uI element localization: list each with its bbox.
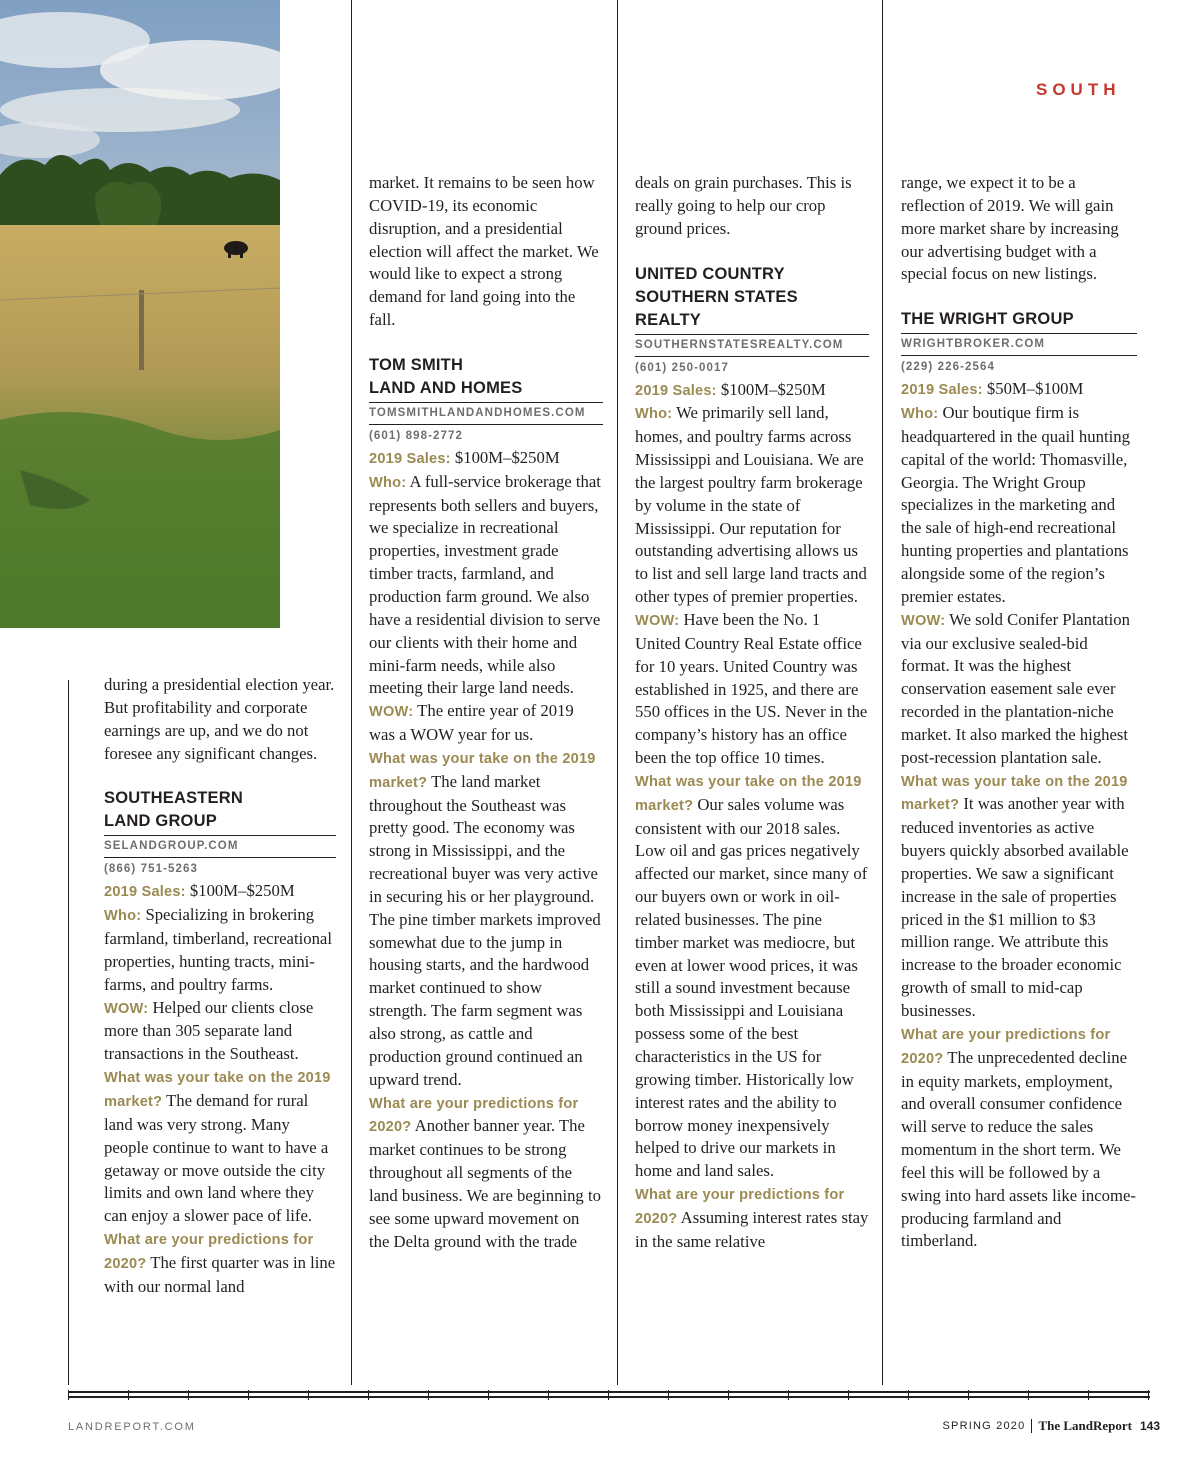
company-website[interactable]: SELANDGROUP.COM	[104, 835, 336, 858]
company-name: SOUTHEASTERN LAND GROUP	[104, 789, 243, 831]
company-name: TOM SMITH LAND AND HOMES	[369, 355, 523, 397]
company-name: THE WRIGHT GROUP	[901, 310, 1074, 329]
company-phone: (601) 898-2772	[369, 429, 464, 442]
issue-date: SPRING 2020	[942, 1420, 1026, 1432]
col3-intro: deals on grain purchases. This is really going to help our crop ground prices.	[635, 173, 852, 238]
take-entry: What was your take on the 2019 market? The demand for rural land was very strong. Many people continue to want to have a getaway or move outside the city limits and own land where they can enjoy a slower pace of life.	[104, 1070, 331, 1226]
predictions-entry: What are your predictions for 2020? The unprecedented decline in equity markets, employment, and overall consumer confidence will serve to reduce the sales momentum in the short term. We feel this will be followed by a swing into hard assets like income-producing farmland and timberland.	[901, 1026, 1136, 1251]
page-number: 143	[1139, 1419, 1160, 1433]
take-entry: What was your take on the 2019 market? Our sales volume was consistent with our 2018 sales. Low oil and gas prices negatively affected our market, since many of our buyers own or work in oil-related businesses. The pine timber market was mediocre, but even at lower wood prices, it was still a sound investment because both Mississippi and Louisiana possess some of the best characteristics in the US for growing timber. Historically low interest rates and the ability to borrow money inexpensively helped to drive our markets in home and land sales.	[635, 773, 868, 1181]
sales-entry: 2019 Sales: $50M–$100M	[901, 379, 1084, 399]
company-phone: (229) 226-2564	[901, 361, 996, 374]
magazine-logo: The LandReport	[1038, 1418, 1132, 1433]
pasture-photo	[0, 0, 280, 628]
wow-entry: WOW: The entire year of 2019 was a WOW year for us.	[369, 701, 574, 745]
footer-website[interactable]: LANDREPORT.COM	[68, 1421, 196, 1433]
column-3	[635, 172, 869, 1254]
col4-intro: range, we expect it to be a reflection of 2019. We will gain more market share by increasing our advertising budget with a special focus on new listings.	[901, 173, 1119, 284]
column-1	[104, 674, 336, 1299]
wow-entry: WOW: We sold Conifer Plantation via our exclusive sealed-bid format. It was the highest conservation easement sale ever recorded in the plantation-niche market. It also marked the highest post-recession plantation sale.	[901, 609, 1130, 767]
timeline-rule	[68, 1390, 1150, 1400]
who-entry: Who: Specializing in brokering farmland, timberland, recreational properties, hunting tracts, mini-farms, and poultry farms.	[104, 905, 332, 994]
folio-divider	[1031, 1419, 1032, 1433]
footer-folio	[943, 1418, 1160, 1434]
pasture-illustration	[0, 0, 280, 628]
company-phone: (866) 751-5263	[104, 863, 199, 876]
take-entry: What was your take on the 2019 market? The land market throughout the Southeast was pretty good. The economy was strong in Mississippi, and the recreational buyer was very active in securing his or her playground. The pine timber markets improved somewhat due to the jump in housing starts, and the hardwood market continued to show strength. The farm segment was also strong, as cattle and production ground continued an upward trend.	[369, 750, 601, 1089]
company-phone: (601) 250-0017	[635, 361, 730, 374]
column-rule-3	[617, 0, 618, 1385]
company-website[interactable]: SOUTHERNSTATESREALTY.COM	[635, 334, 869, 357]
predictions-entry: What are your predictions for 2020? The first quarter was in line with our normal land	[104, 1232, 336, 1296]
who-entry: Who: Our boutique firm is headquartered in the quail hunting capital of the world: Thomasville, Georgia. The Wright Group specializes in the marketing and the sale of high-end recreational hunting properties and plantations alongside some of the region’s premier estates.	[901, 403, 1130, 606]
sales-entry: 2019 Sales: $100M–$250M	[104, 881, 295, 901]
col1-intro: during a presidential election year. But profitability and corporate earnings are up, and we do not foresee any significant changes.	[104, 675, 335, 763]
column-rule-4	[882, 0, 883, 1385]
col2-intro: market. It remains to be seen how COVID-19, its economic disruption, and a presidential election will affect the market. We would like to expect a strong demand for land going into the fall.	[369, 173, 599, 330]
section-label: SOUTH	[1036, 80, 1121, 99]
predictions-entry: What are your predictions for 2020? Another banner year. The market continues to be strong throughout all segments of the land business. We are beginning to see some upward movement on the Delta ground with the trade	[369, 1095, 601, 1251]
company-name: UNITED COUNTRY SOUTHERN STATES REALTY	[635, 264, 798, 329]
sales-entry: 2019 Sales: $100M–$250M	[635, 379, 826, 399]
column-rule-2	[351, 0, 352, 1385]
column-2	[369, 172, 603, 1253]
column-rule-1	[68, 680, 69, 1385]
who-entry: Who: A full-service brokerage that represents both sellers and buyers, we specialize in recreational properties, investment grade timber tracts, farmland, and production farm ground. We also have a residential division to serve our clients with their home and mini-farm needs, while also meeting their large land needs.	[369, 471, 601, 698]
company-website[interactable]: TOMSMITHLANDANDHOMES.COM	[369, 402, 603, 425]
take-entry: What was your take on the 2019 market? It was another year with reduced inventories as active buyers quickly absorbed available properties. We saw a significant increase in the sale of properties priced in the $1 million to $3 million range. We attribute this increase to the broader economic growth of small to mid-cap businesses.	[901, 773, 1129, 1020]
wow-entry: WOW: Have been the No. 1 United Country Real Estate office for 10 years. United Country was established in 1925, and there are 550 offices in the US. Never in the company’s history has an office been the top office 10 times.	[635, 609, 868, 768]
company-website[interactable]: WRIGHTBROKER.COM	[901, 333, 1137, 356]
wow-entry: WOW: Helped our clients close more than 305 separate land transactions in the Southeast.	[104, 997, 314, 1064]
who-entry: Who: We primarily sell land, homes, and poultry farms across Mississippi and Louisiana. We are the largest poultry farm brokerage by volume in the state of Mississippi. Our reputation for outstanding advertising allows us to list and sell large land tracts and other types of premier properties.	[635, 403, 867, 607]
predictions-entry: What are your predictions for 2020? Assuming interest rates stay in the same relative	[635, 1187, 869, 1251]
column-4	[901, 172, 1137, 1253]
sales-entry: 2019 Sales: $100M–$250M	[369, 447, 560, 467]
